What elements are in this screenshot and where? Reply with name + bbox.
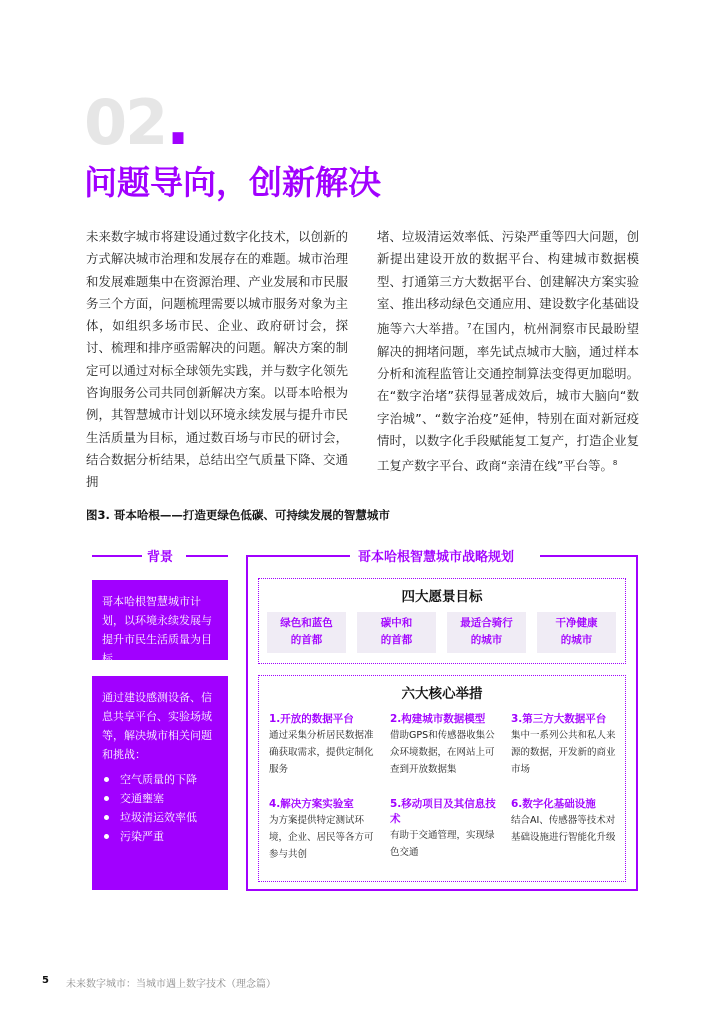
background-box-goal [92, 580, 228, 665]
footer-text: 未来数字城市：当城市遇上数字技术（理念篇） [66, 979, 276, 990]
background-challenges-intro: 通过建设感测设备、信息共享平台、实验场域等，解决城市相关问题和挑战： [102, 691, 212, 761]
measure-desc: 为方案提供特定测试环境，企业、居民等各方可参与共创 [269, 815, 374, 860]
measure-desc: 结合AI、传感器等技术对基础设施进行智能化升级 [511, 815, 616, 843]
background-header-line-right [186, 555, 228, 557]
section-number-dot: . [166, 86, 188, 159]
bullet-icon [104, 815, 109, 820]
goal-card: 最适合骑行 的城市 [447, 612, 526, 653]
strategy-title: 哥本哈根智慧城市战略规划 [358, 550, 515, 565]
body-column-right [377, 226, 639, 478]
measure-title: 1.开放的数据平台 [269, 713, 354, 725]
measure-title: 5.移动项目及其信息技术 [390, 798, 496, 825]
section-heading: 问题导向，创新解决 [84, 163, 381, 202]
body-text-right-1: 堵、垃圾清运效率低、污染严重等四大问题，创新提出建设开放的数据平台、构建城市数据模型、打通第三方大数据平台、创建解决方案实验室、推出移动绿色交通应用、建设数字化基础设施等六大举措。 [377, 229, 639, 337]
measure-title: 6.数字化基础设施 [511, 798, 596, 810]
measure-desc: 有助于交通管理，实现绿色交通 [390, 830, 495, 858]
strategy-frame-right [636, 555, 638, 891]
measure-title: 2.构建城市数据模型 [390, 713, 486, 725]
body-text-right-2: 在国内，杭州洞察市民最盼望解决的拥堵问题，率先试点城市大脑，通过样本分析和流程监管让交通控制算法变得更加聪明。在“数字治堵”获得显著成效后，城市大脑向“数字治城”、“数字治疫”延伸，特别在面对新冠疫情时，以数字化手段赋能复工复产，打造企业复工复产数字平台、政商“亲清在线”平台等。 [377, 321, 640, 474]
measure-item [269, 797, 381, 863]
background-box-challenges [92, 676, 228, 890]
measures-title: 六大核心举措 [401, 686, 483, 702]
list-item: 空气质量的下降 [116, 770, 218, 789]
figure-caption: 图3. 哥本哈根——打造更绿色低碳、可持续发展的智慧城市 [86, 508, 390, 522]
list-item: 垃圾清运效率低 [116, 808, 218, 827]
bullet-icon [104, 834, 109, 839]
background-title: 背景 [147, 550, 174, 565]
background-goal-text: 哥本哈根智慧城市计划，以环境永续发展与提升市民生活质量为目标 [102, 595, 212, 665]
measure-item [511, 712, 623, 778]
measure-title: 3.第三方大数据平台 [511, 713, 607, 725]
measure-item [390, 797, 502, 861]
goal-card: 绿色和蓝色 的首都 [267, 612, 346, 653]
strategy-frame-bottom [246, 889, 638, 891]
strategy-header-line-right [540, 555, 636, 557]
body-text-left: 未来数字城市将建设通过数字化技术，以创新的方式解决城市治理和发展存在的难题。城市治理和发展难题集中在资源治理、产业发展和市民服务三个方面，问题梳理需要以城市服务对象为主体，如组织多场市民、企业、政府研讨会，探讨、梳理和排序亟需解决的问题。解决方案的制定可以通过对标全球领先实践，并与数字化领先咨询服务公司共同创新解决方案。以哥本哈根为例，其智慧城市计划以环境永续发展与提升市民生活质量为目标，通过数百场与市民的研讨会，结合数据分析结果，总结出空气质量下降、交通拥 [86, 229, 348, 490]
page-number: 5 [42, 975, 49, 986]
measure-desc: 通过采集分析居民数据准确获取需求，提供定制化服务 [269, 730, 374, 775]
list-item: 交通壅塞 [116, 789, 218, 808]
background-header-line-left [92, 555, 142, 557]
measure-item [511, 797, 623, 846]
bullet-icon [104, 796, 109, 801]
section-number: 02. [84, 86, 188, 159]
body-column-left [86, 226, 348, 494]
list-item: 污染严重 [116, 827, 218, 846]
bullet-icon [104, 777, 109, 782]
footnote-7: 7 [467, 322, 472, 331]
goals-title: 四大愿景目标 [401, 589, 483, 605]
footnote-8: 8 [612, 459, 618, 468]
strategy-frame-left [246, 555, 248, 891]
measure-item [269, 712, 381, 778]
challenges-list [102, 770, 218, 846]
goal-card: 干净健康 的城市 [537, 612, 616, 653]
measure-desc: 集中一系列公共和私人来源的数据，开发新的商业市场 [511, 730, 616, 775]
strategy-header-line-left [246, 555, 350, 557]
measure-title: 4.解决方案实验室 [269, 798, 354, 810]
measure-item [390, 712, 502, 778]
measure-desc: 借助GPS和传感器收集公众环境数据，在网站上可查到开放数据集 [390, 730, 495, 775]
goal-card: 碳中和 的首都 [357, 612, 436, 653]
